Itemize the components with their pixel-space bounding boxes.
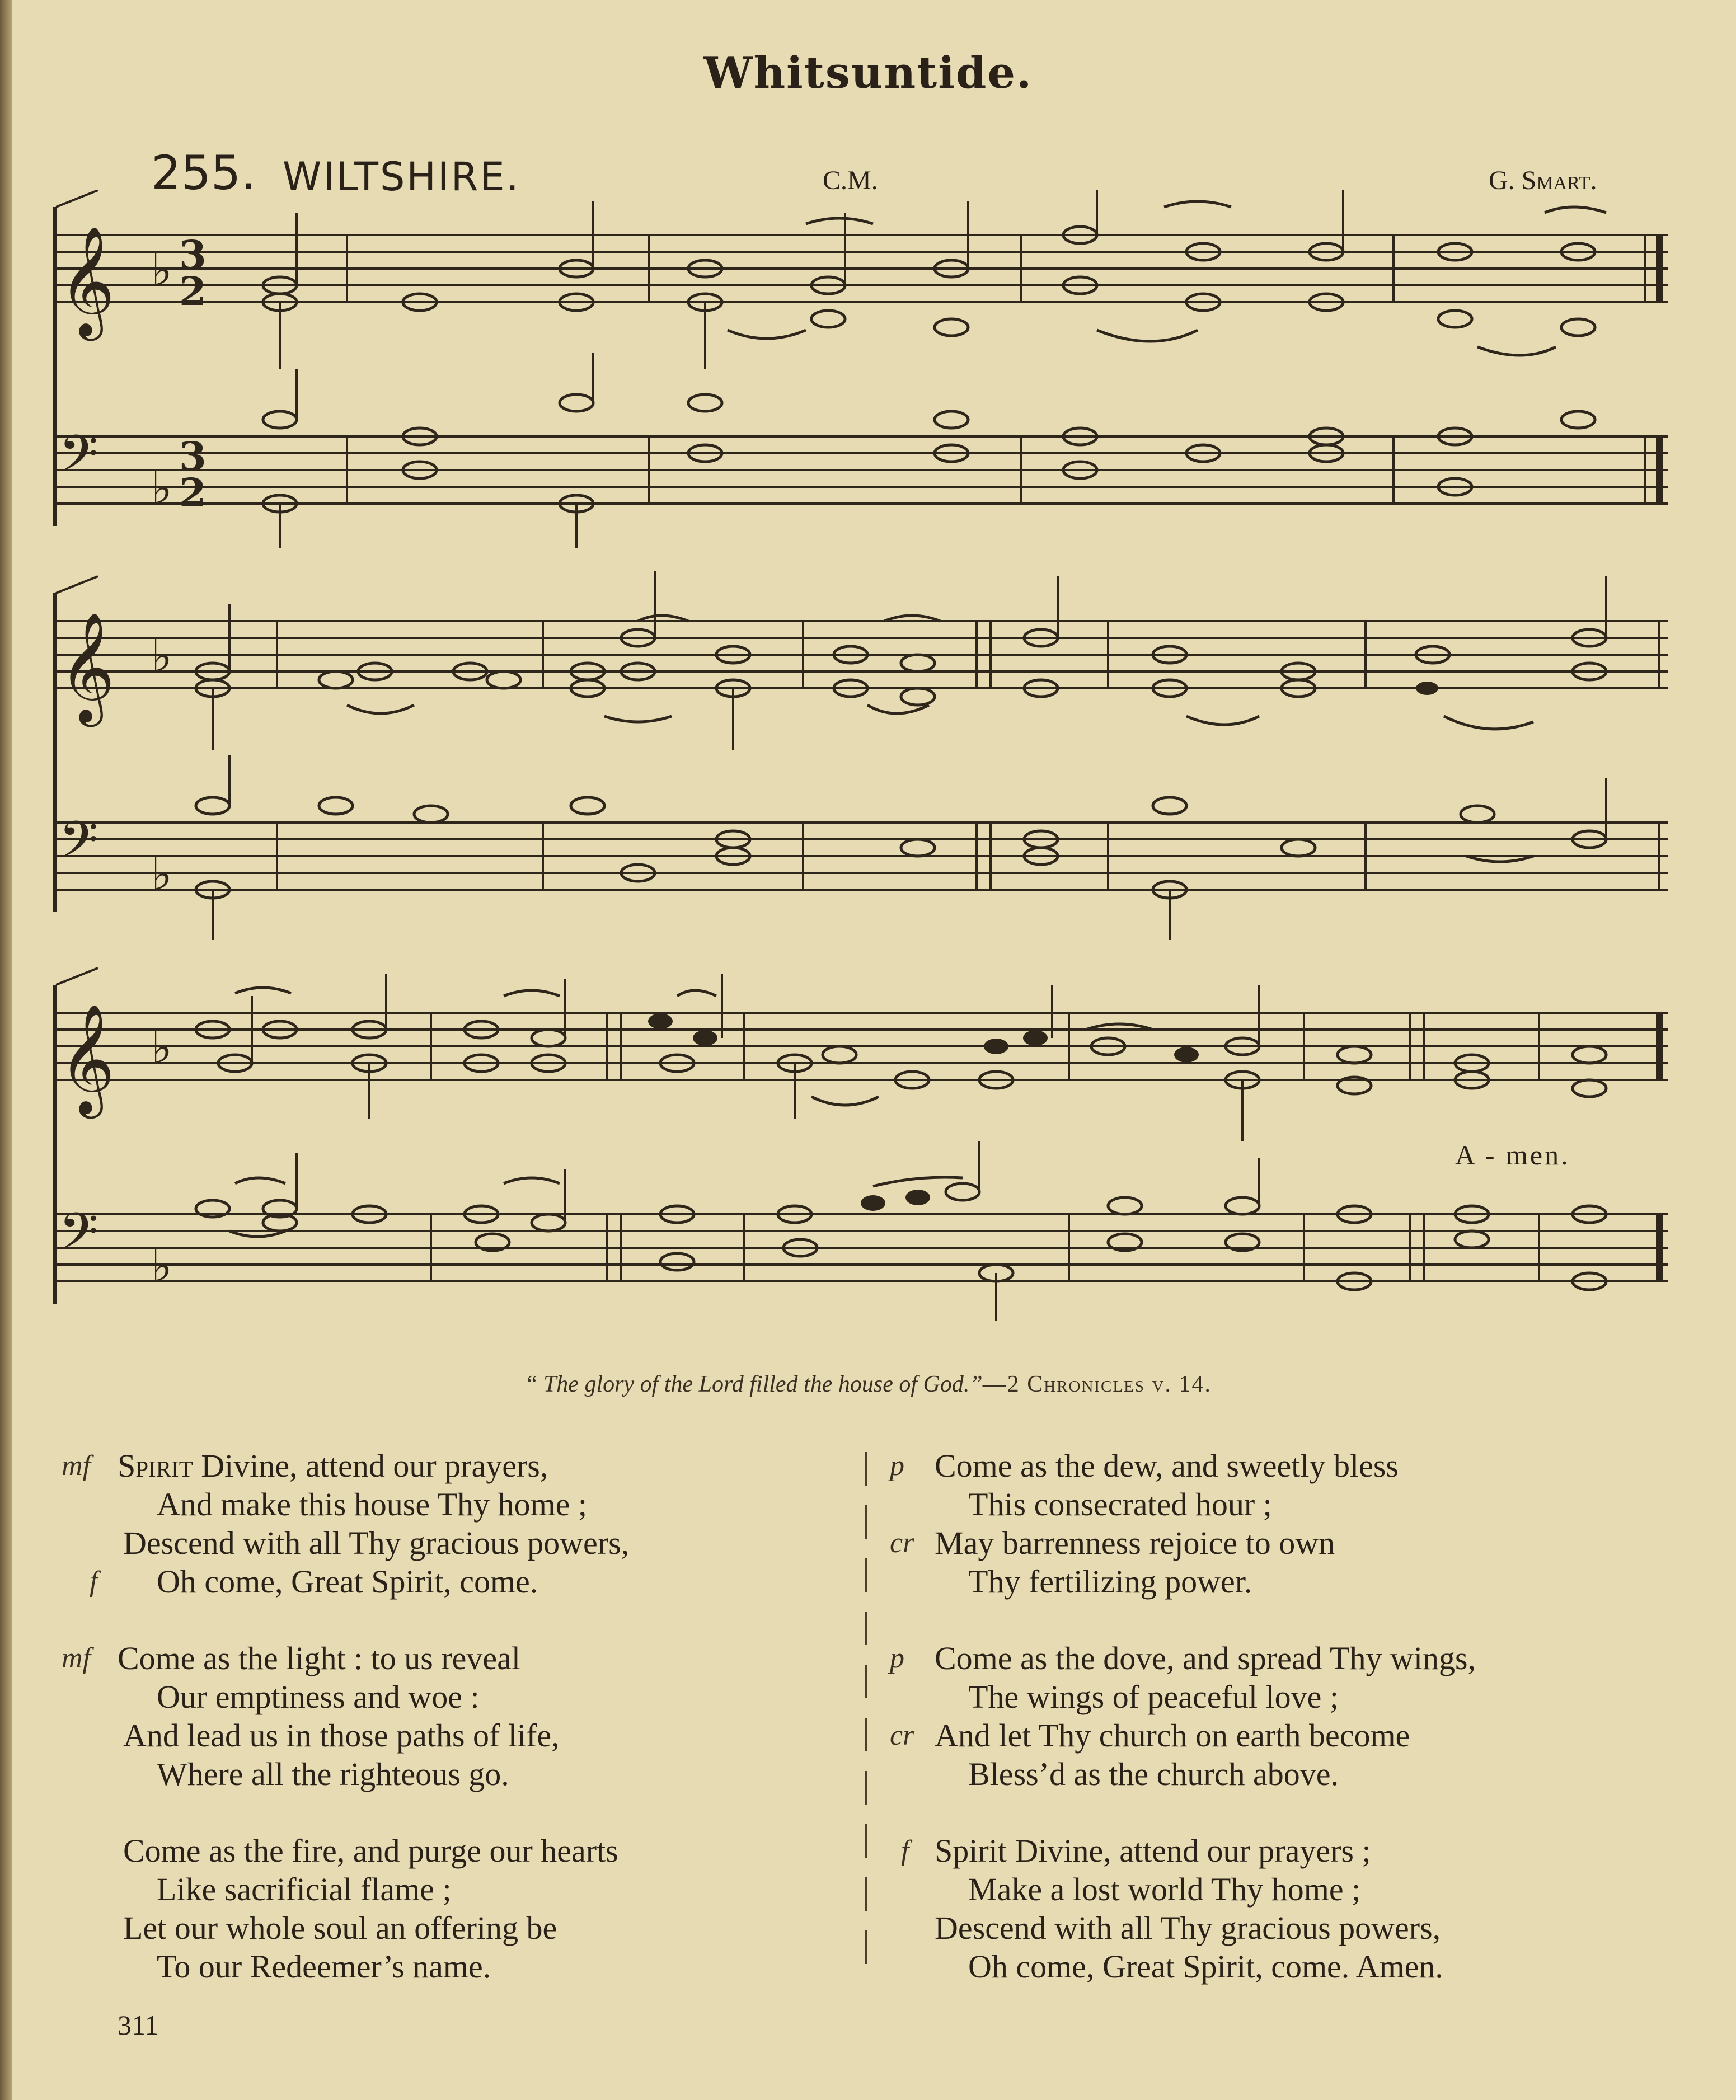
dynamic-mark: cr [890,1720,914,1751]
stanza-3 [62,1831,856,1986]
verse-line: Like sacrificial flame ; [157,1871,452,1908]
verse-line: This consecrated hour ; [968,1486,1272,1523]
column-divider [865,1452,867,1978]
verse-line: And lead us in those paths of life, [123,1717,560,1754]
dynamic-mark: cr [890,1527,914,1559]
verse-line: And make this house Thy home ; [157,1486,587,1523]
verse-line: mf Come as the light : to us reveal [62,1640,521,1676]
verse-line: Descend with all Thy gracious powers, [935,1910,1441,1946]
time-signature: 3 [179,232,207,278]
page-number: 311 [118,2009,159,2041]
system-2 [55,571,1668,940]
svg-text:♭: ♭ [151,630,172,682]
verse-line: mf Spirit Divine, attend our prayers, [62,1448,548,1484]
system-3 [55,968,1668,1321]
svg-text:♭: ♭ [151,1022,172,1074]
svg-text:♭: ♭ [151,848,172,900]
treble-staff-2 [55,621,1668,688]
svg-text:2: 2 [179,469,207,516]
verses-left-column [62,1446,856,2024]
hymn-number: 255. [151,145,256,200]
amen-lyric: A - men. [1455,1139,1570,1171]
treble-staff-3 [55,1013,1668,1080]
dynamic-mark: p [890,1642,904,1674]
stanza-1 [62,1446,856,1601]
verse-line: p Come as the dove, and spread Thy wings, [890,1640,1476,1676]
bass-staff-1 [55,436,1668,504]
bass-staff-2 [55,823,1668,890]
dynamic-mark: f [901,1835,909,1867]
page-edge [0,0,12,2100]
epigraph [0,1371,1736,1398]
dynamic-mark: mf [62,1642,91,1674]
section-title: Whitsuntide. [703,48,1033,98]
flat-icon: ♭ [151,244,172,296]
system-1 [55,190,1668,548]
dynamic-mark: f [90,1566,98,1598]
stanza-6 [890,1831,1696,1986]
stanza-2 [62,1639,856,1793]
verse-line: To our Redeemer’s name. [157,1948,491,1985]
svg-text:♭: ♭ [151,1240,172,1292]
music-score [45,190,1690,1343]
verse-line: p Come as the dew, and sweetly bless [890,1448,1399,1484]
verse-line: Let our whole soul an offering be [123,1910,557,1946]
hymn-composer: G. Smart. [1489,166,1597,195]
bass-clef-icon: 𝄢 [59,424,98,496]
verse-line: Make a lost world Thy home ; [968,1871,1361,1908]
svg-text:𝄞: 𝄞 [59,1003,115,1114]
verse-line: The wings of peaceful love ; [968,1679,1339,1715]
svg-text:𝄞: 𝄞 [59,612,115,722]
svg-text:𝄢: 𝄢 [59,810,98,882]
dynamic-mark: p [890,1450,904,1482]
verse-line: Where all the righteous go. [157,1756,509,1792]
verse-line: Descend with all Thy gracious powers, [123,1525,630,1561]
epigraph-reference: —2 Chronicles v. 14. [982,1371,1212,1397]
verse-line: Our emptiness and woe : [157,1679,480,1715]
dynamic-mark: mf [62,1450,91,1482]
verse-line: f Oh come, Great Spirit, come. [90,1563,538,1600]
verse-line: Thy fertilizing power. [968,1563,1252,1600]
treble-clef-icon: 𝄞 [59,225,115,336]
verse-line: Bless’d as the church above. [968,1756,1339,1792]
verses-right-column [890,1446,1696,2024]
verse-line: Oh come, Great Spirit, come. Amen. [968,1948,1443,1985]
epigraph-quote: “ The glory of the Lord filled the house of God.” [524,1371,983,1397]
svg-text:3: 3 [179,433,207,480]
first-word: Spirit [118,1448,193,1484]
svg-text:𝄢: 𝄢 [59,1202,98,1274]
hymn-tune-name: WILTSHIRE. [283,154,520,200]
verse-line: cr And let Thy church on earth become [890,1717,1410,1754]
svg-text:2: 2 [179,268,207,314]
svg-text:♭: ♭ [151,462,172,514]
stanza-4 [890,1446,1696,1601]
verse-line: cr May barrenness rejoice to own [890,1525,1335,1561]
verse-line: Come as the fire, and purge our hearts [123,1833,618,1869]
stanza-5 [890,1639,1696,1793]
verse-line: f Spirit Divine, attend our prayers ; [901,1833,1371,1869]
hymn-meter: C.M. [823,166,878,195]
